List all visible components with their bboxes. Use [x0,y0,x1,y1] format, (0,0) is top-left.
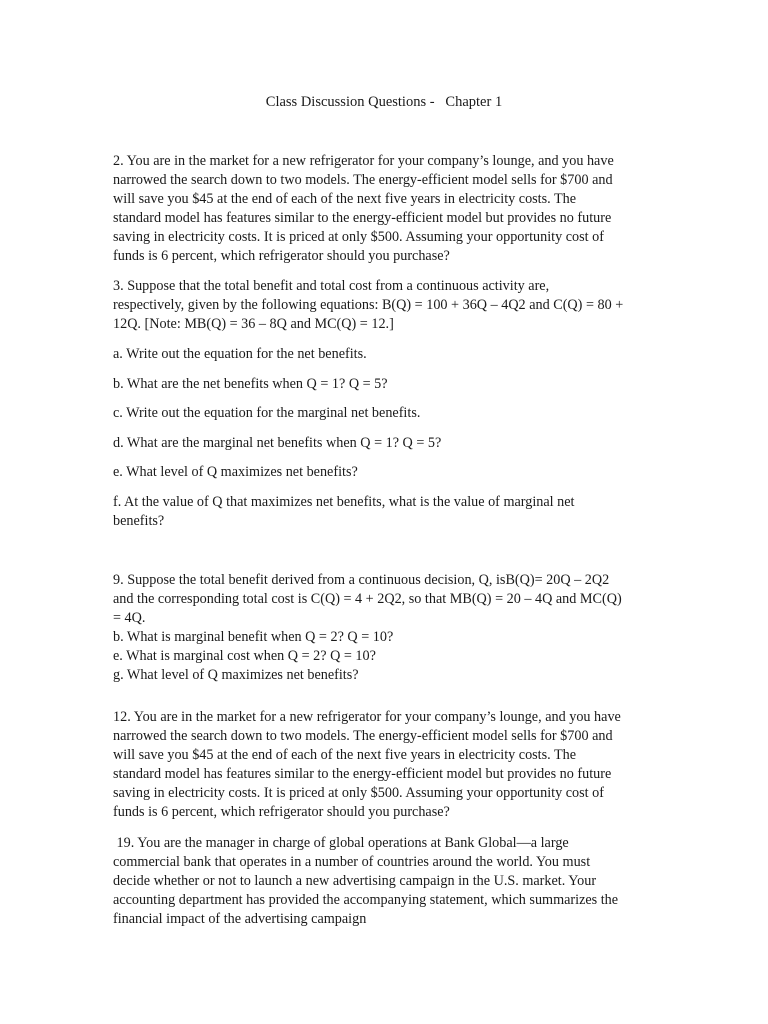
question-12-line: narrowed the search down to two models. The energy-efficient model sells for $700 and [113,728,613,744]
question-2-line: will save you $45 at the end of each of the next five years in electricity costs. The [113,191,577,207]
question-9-line: 9. Suppose the total benefit derived from a continuous decision, Q, isB(Q)= 20Q – 2Q2 [113,572,610,588]
question-12-line: 12. You are in the market for a new refrigerator for your company’s lounge, and you have [113,709,621,725]
question-3b [113,375,658,394]
question-3c-text: c. Write out the equation for the marginal net benefits. [113,405,421,421]
question-12-line: funds is 6 percent, which refrigerator should you purchase? [113,804,450,820]
question-19-line: accounting department has provided the accompanying statement, which summarizes the [113,892,619,908]
question-2-line: 2. You are in the market for a new refrigerator for your company’s lounge, and you have [113,153,614,169]
question-3-line: 12Q. [Note: MB(Q) = 36 – 8Q and MC(Q) = 12.] [113,316,394,332]
question-9-line: b. What is marginal benefit when Q = 2? Q = 10? [113,629,394,645]
question-3f-line: benefits? [113,513,165,529]
question-3d [113,434,658,453]
question-12-line: saving in electricity costs. It is priced at only $500. Assuming your opportunity cost of [113,785,604,801]
question-3f [113,493,658,531]
question-9-line: = 4Q. [113,610,146,626]
question-19-line: decide whether or not to launch a new advertising campaign in the U.S. market. Your [113,873,597,889]
question-3-line: 3. Suppose that the total benefit and total cost from a continuous activity are, [113,278,550,294]
question-19-line: 19. You are the manager in charge of global operations at Bank Global—a large [113,835,569,851]
question-9-line: and the corresponding total cost is C(Q) = 4 + 2Q2, so that MB(Q) = 20 – 4Q and MC(Q) [113,591,622,607]
question-3-line: respectively, given by the following equations: B(Q) = 100 + 36Q – 4Q2 and C(Q) = 80 + [113,297,624,313]
question-12-line: will save you $45 at the end of each of the next five years in electricity costs. The [113,747,577,763]
question-2-line: standard model has features similar to the energy-efficient model but provides no future [113,210,612,226]
question-3e-text: e. What level of Q maximizes net benefits? [113,464,358,480]
question-3f-line: f. At the value of Q that maximizes net benefits, what is the value of marginal net [113,494,575,510]
question-3a-text: a. Write out the equation for the net benefits. [113,346,367,362]
question-2-line: narrowed the search down to two models. The energy-efficient model sells for $700 and [113,172,613,188]
question-2 [113,152,658,266]
question-2-line: saving in electricity costs. It is priced at only $500. Assuming your opportunity cost of [113,229,604,245]
page-title: Class Discussion Questions - Chapter 1 [265,94,503,110]
question-9 [113,571,658,685]
question-3d-text: d. What are the marginal net benefits when Q = 1? Q = 5? [113,435,442,451]
question-9-line: e. What is marginal cost when Q = 2? Q = 10? [113,648,376,664]
question-19 [113,834,658,929]
question-3 [113,277,658,334]
question-19-line: financial impact of the advertising campaign [113,911,367,927]
question-12 [113,708,658,822]
question-3b-text: b. What are the net benefits when Q = 1? Q = 5? [113,376,388,392]
question-3e [113,463,658,482]
question-3c [113,404,658,423]
question-9-line: g. What level of Q maximizes net benefits? [113,667,359,683]
question-12-line: standard model has features similar to the energy-efficient model but provides no future [113,766,612,782]
question-2-line: funds is 6 percent, which refrigerator should you purchase? [113,248,450,264]
question-19-line: commercial bank that operates in a number of countries around the world. You must [113,854,591,870]
question-3a [113,345,658,364]
